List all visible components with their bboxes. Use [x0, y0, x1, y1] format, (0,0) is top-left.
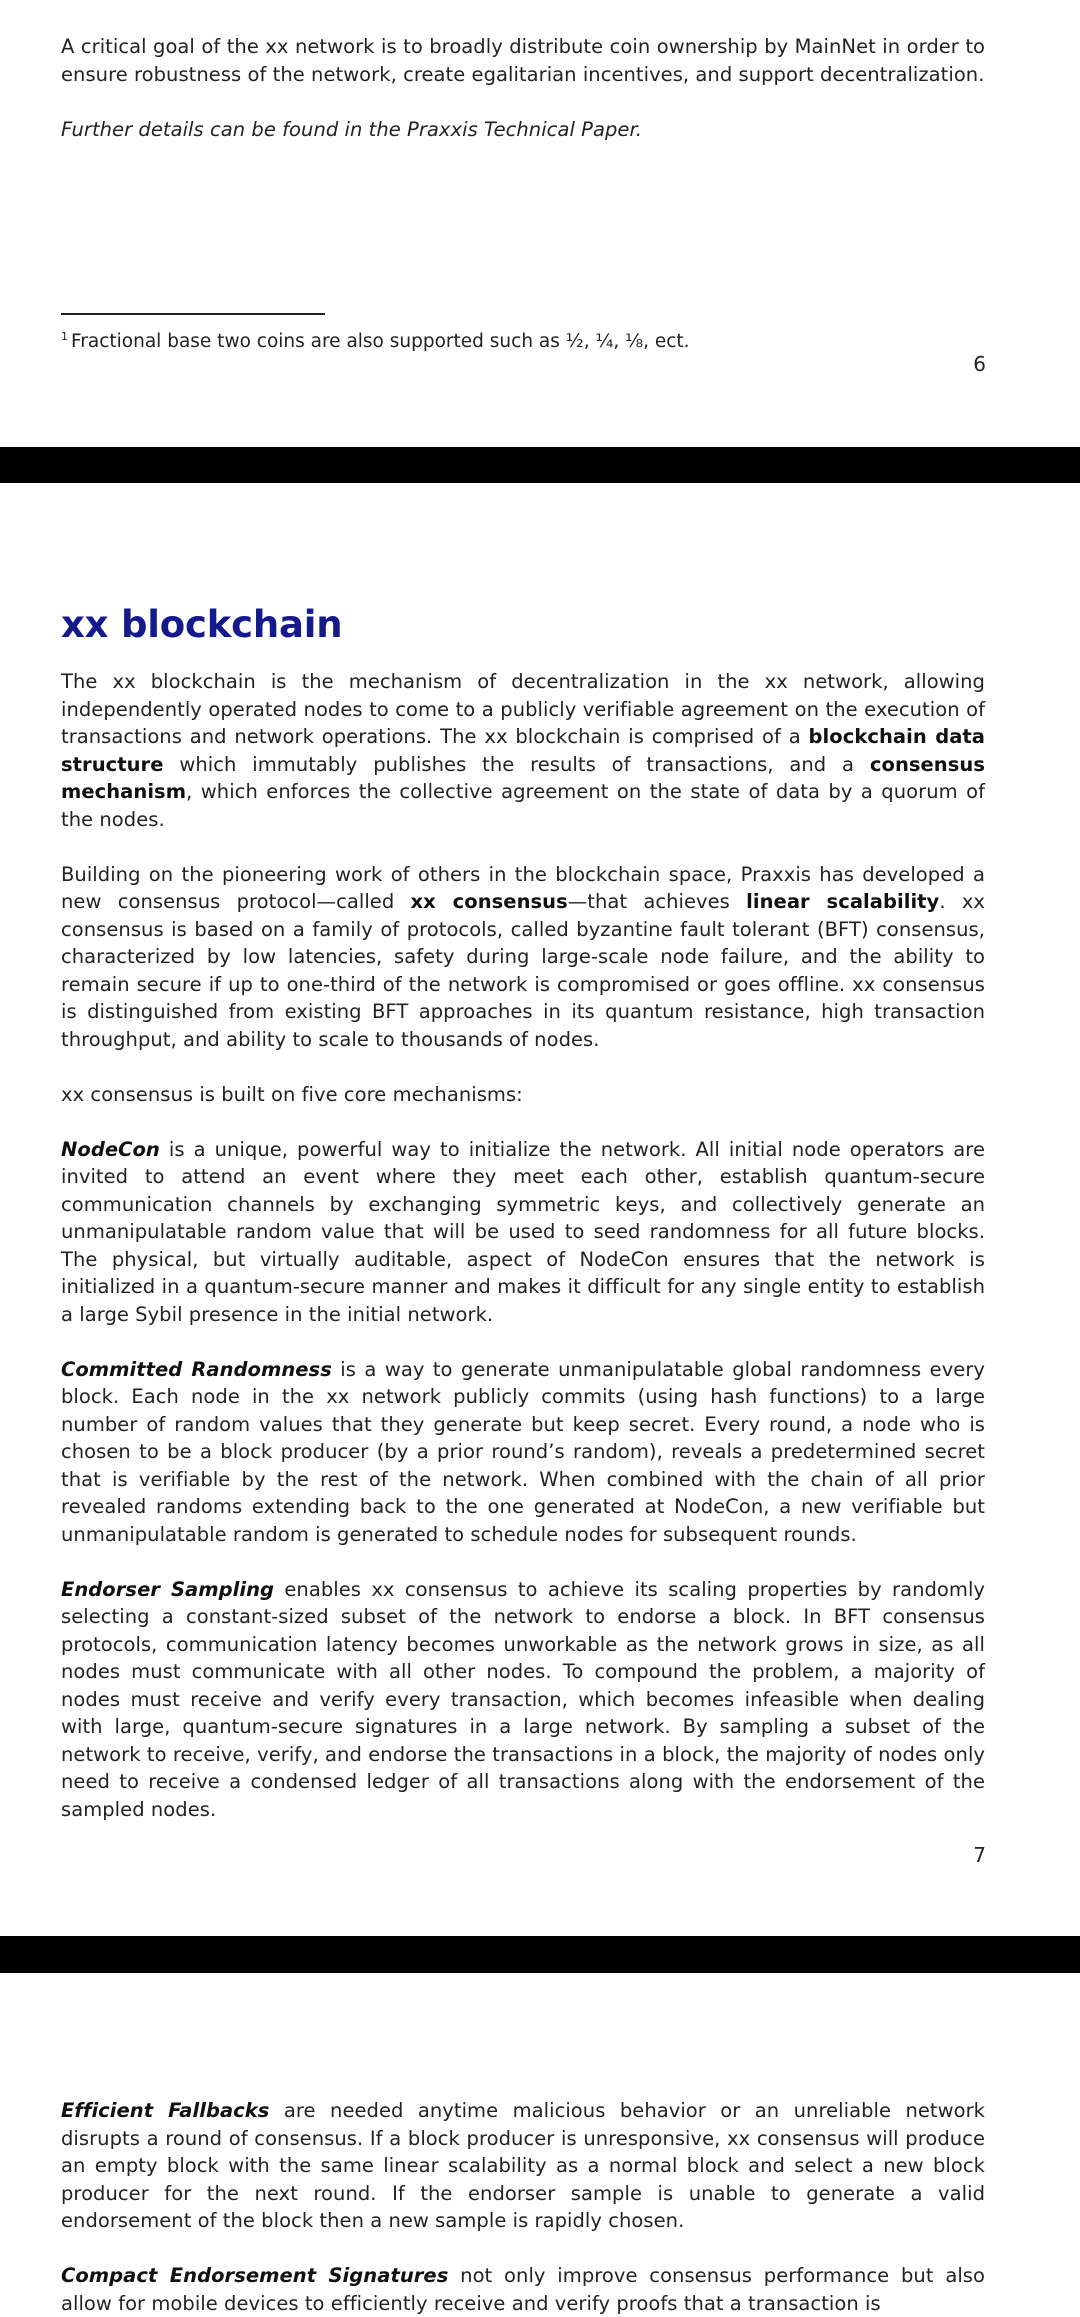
paragraph-nodecon: NodeCon is a unique, powerful way to initialize the network. All initial node operators are invited to attend an event where they meet each other, establish quantum-secure communication channels by exchanging symmetric keys, and collectively generate an unmanipulatable random value that will be used to seed randomness for all future blocks. The physical, but virtually auditable, aspect of NodeCon ensures that the network is initialized in a quantum-secure manner and makes it difficult for any single entity to establish a large Sybil presence in the initial network. [61, 1137, 985, 1326]
term-nodecon: NodeCon [61, 1137, 160, 1161]
footnote-marker: 1 [61, 330, 68, 343]
term-compact-signatures: Compact Endorsement Signatures [61, 2264, 449, 2287]
section-title: xx blockchain [61, 603, 343, 646]
footnote-divider [61, 313, 325, 315]
paragraph-building: Building on the pioneering work of others in the blockchain space, Praxxis has developed a new consensus protocol—called xx consensus—that achieves linear scalability. xx consensus is based on a family of protocols, called byzantine fault tolerant (BFT) consensus, characterized by low latencies, safety during large-scale node failure, and the ability to remain secure if up to one-third of the network is compromised or goes offline. xx consensus is distinguished from existing BFT approaches in its quantum resistance, high transaction throughput, and ability to scale to thousands of nodes. [61, 862, 985, 1051]
paragraph-efficient-fallbacks: Efficient Fallbacks are needed anytime malicious behavior or an unreliable network disrupts a round of consensus. If a block producer is unresponsive, xx consensus will produce an empty block with the same linear scalability as a normal block and select a new block producer for the next round. If the endorser sample is unable to generate a valid endorsement of the block then a new sample is rapidly chosen. [61, 2099, 986, 2232]
page-7 [0, 483, 1080, 1936]
footnote [61, 324, 690, 355]
footnote-text: Fractional base two coins are also supported such as ½, ¼, ⅛, ect. [71, 331, 690, 352]
paragraph-intro: The xx blockchain is the mechanism of decentralization in the xx network, allowing independently operated nodes to come to a publicly verifiable agreement on the execution of transactions and network operations. The xx blockchain is comprised of a blockchain data structure which immutably publishes the results of transactions, and a consensus mechanism, which enforces the collective agreement on the state of data by a quorum of the nodes. [61, 670, 985, 831]
page-number: 7 [973, 1843, 986, 1867]
paragraph-compact-signatures: Compact Endorsement Signatures not only improve consensus performance but also allow for mobile devices to efficiently receive and verify proofs that a transaction is [61, 2264, 985, 2315]
page-separator [0, 447, 1080, 483]
paragraph-further-details: Further details can be found in the Praxxis Technical Paper. [61, 117, 642, 141]
page-6 [0, 0, 1080, 447]
paragraph-endorser-sampling: Endorser Sampling enables xx consensus to achieve its scaling properties by randomly selecting a constant-sized subset of the network to endorse a block. In BFT consensus protocols, communication latency becomes unworkable as the network grows in size, as all nodes must communicate with all other nodes. To compound the problem, a majority of nodes must receive and verify every transaction, which becomes infeasible when dealing with large, quantum-secure signatures in a large network. By sampling a subset of the network to receive, verify, and endorse the transactions in a block, the majority of nodes only need to receive a condensed ledger of all transactions along with the endorsement of the sampled nodes. [61, 1577, 985, 1821]
page-8-body [61, 2097, 985, 2317]
paragraph-distribution: A critical goal of the xx network is to broadly distribute coin ownership by MainNet in order to ensure robustness of the network, create egalitarian incentives, and support decentralization. [61, 35, 985, 86]
term-committed-randomness: Committed Randomness [61, 1357, 332, 1381]
page-number: 6 [973, 352, 986, 376]
paragraph-committed-randomness: Committed Randomness is a way to generate unmanipulatable global randomness every block. Each node in the xx network publicly commits (using hash functions) to a large number of random values that they generate but keep secret. Every round, a node who is chosen to be a block producer (by a prior round’s random), reveals a predetermined secret that is verifiable by the rest of the network. When combined with the chain of all prior revealed randoms extending back to the one generated at NodeCon, a new verifiable but unmanipulatable random is generated to schedule nodes for subsequent rounds. [61, 1357, 985, 1546]
page-6-body [61, 33, 985, 143]
page-8 [0, 1973, 1080, 2315]
page-separator [0, 1936, 1080, 1973]
term-endorser-sampling: Endorser Sampling [61, 1577, 275, 1601]
term-efficient-fallbacks: Efficient Fallbacks [61, 2099, 270, 2122]
paragraph-five-core: xx consensus is built on five core mechanisms: [61, 1082, 523, 1106]
page-7-body [61, 668, 985, 1823]
page-top-edge [0, 0, 1080, 3]
